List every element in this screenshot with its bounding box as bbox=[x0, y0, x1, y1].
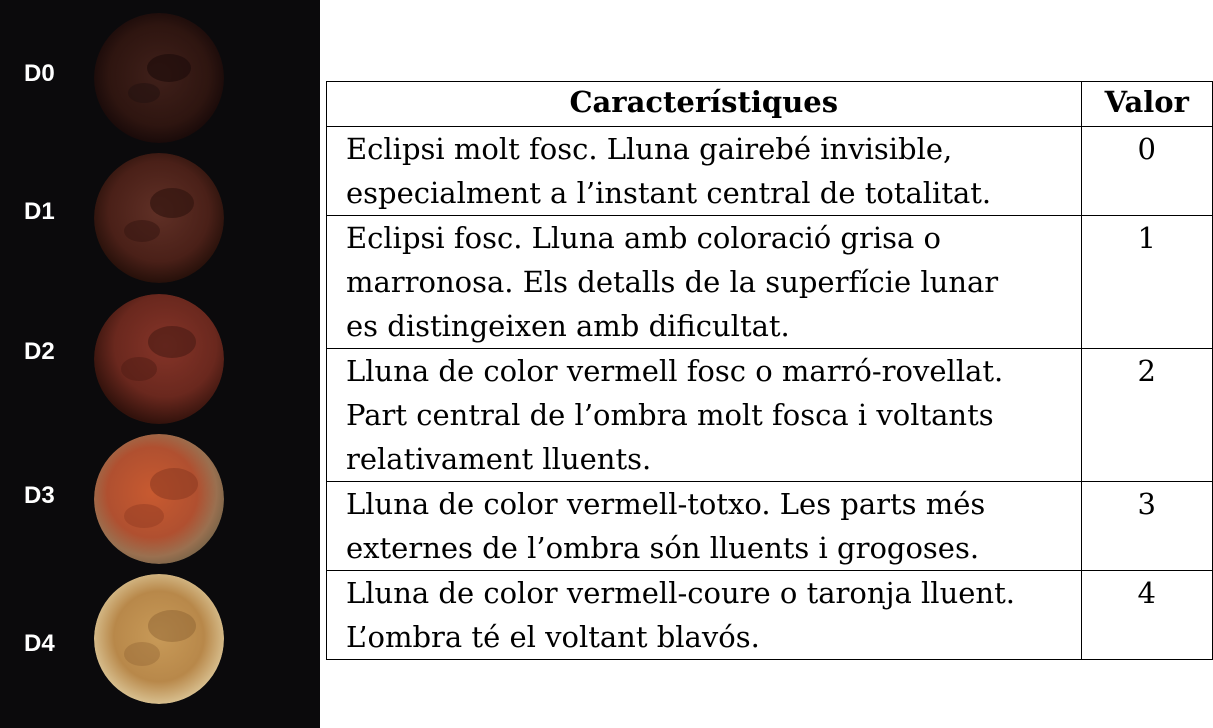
header-value: Valor bbox=[1081, 82, 1212, 127]
table-row bbox=[327, 482, 1213, 571]
moon-label: D4 bbox=[24, 630, 55, 657]
table-row bbox=[327, 127, 1213, 216]
table-row bbox=[327, 349, 1213, 482]
row-value: 0 bbox=[1081, 127, 1212, 216]
danjon-criteria-table-wrapper bbox=[326, 81, 1213, 660]
moon-image-d1 bbox=[94, 153, 224, 283]
moon-photo-panel bbox=[0, 0, 320, 728]
table-row bbox=[327, 571, 1213, 660]
moon-label: D0 bbox=[24, 60, 55, 87]
row-value: 4 bbox=[1081, 571, 1212, 660]
row-description: Lluna de color vermell-totxo. Les parts més externes de l’ombra són lluents i grogoses. bbox=[327, 482, 1082, 571]
moon-row-d2 bbox=[0, 292, 320, 432]
header-characteristics: Característiques bbox=[327, 82, 1082, 127]
row-value: 2 bbox=[1081, 349, 1212, 482]
moon-label: D3 bbox=[24, 482, 55, 509]
table-row bbox=[327, 216, 1213, 349]
moon-image-d2 bbox=[94, 294, 224, 424]
row-description: Eclipsi fosc. Lluna amb coloració grisa o marronosa. Els detalls de la superfície lunar es distingeixen amb dificultat. bbox=[327, 216, 1082, 349]
moon-image-d3 bbox=[94, 434, 224, 564]
row-value: 1 bbox=[1081, 216, 1212, 349]
table-header-row bbox=[327, 82, 1213, 127]
row-description: Eclipsi molt fosc. Lluna gairebé invisible, especialment a l’instant central de totalitat. bbox=[327, 127, 1082, 216]
moon-label: D2 bbox=[24, 338, 55, 365]
moon-image-d0 bbox=[94, 13, 224, 143]
moon-row-d0 bbox=[0, 8, 320, 148]
moon-row-d4 bbox=[0, 572, 320, 712]
moon-row-d1 bbox=[0, 150, 320, 290]
moon-label: D1 bbox=[24, 198, 55, 225]
row-value: 3 bbox=[1081, 482, 1212, 571]
danjon-criteria-table bbox=[326, 81, 1213, 660]
row-description: Lluna de color vermell fosc o marró-rovellat. Part central de l’ombra molt fosca i voltants relativament lluents. bbox=[327, 349, 1082, 482]
moon-image-d4 bbox=[94, 574, 224, 704]
moon-row-d3 bbox=[0, 432, 320, 572]
row-description: Lluna de color vermell-coure o taronja lluent. L’ombra té el voltant blavós. bbox=[327, 571, 1082, 660]
